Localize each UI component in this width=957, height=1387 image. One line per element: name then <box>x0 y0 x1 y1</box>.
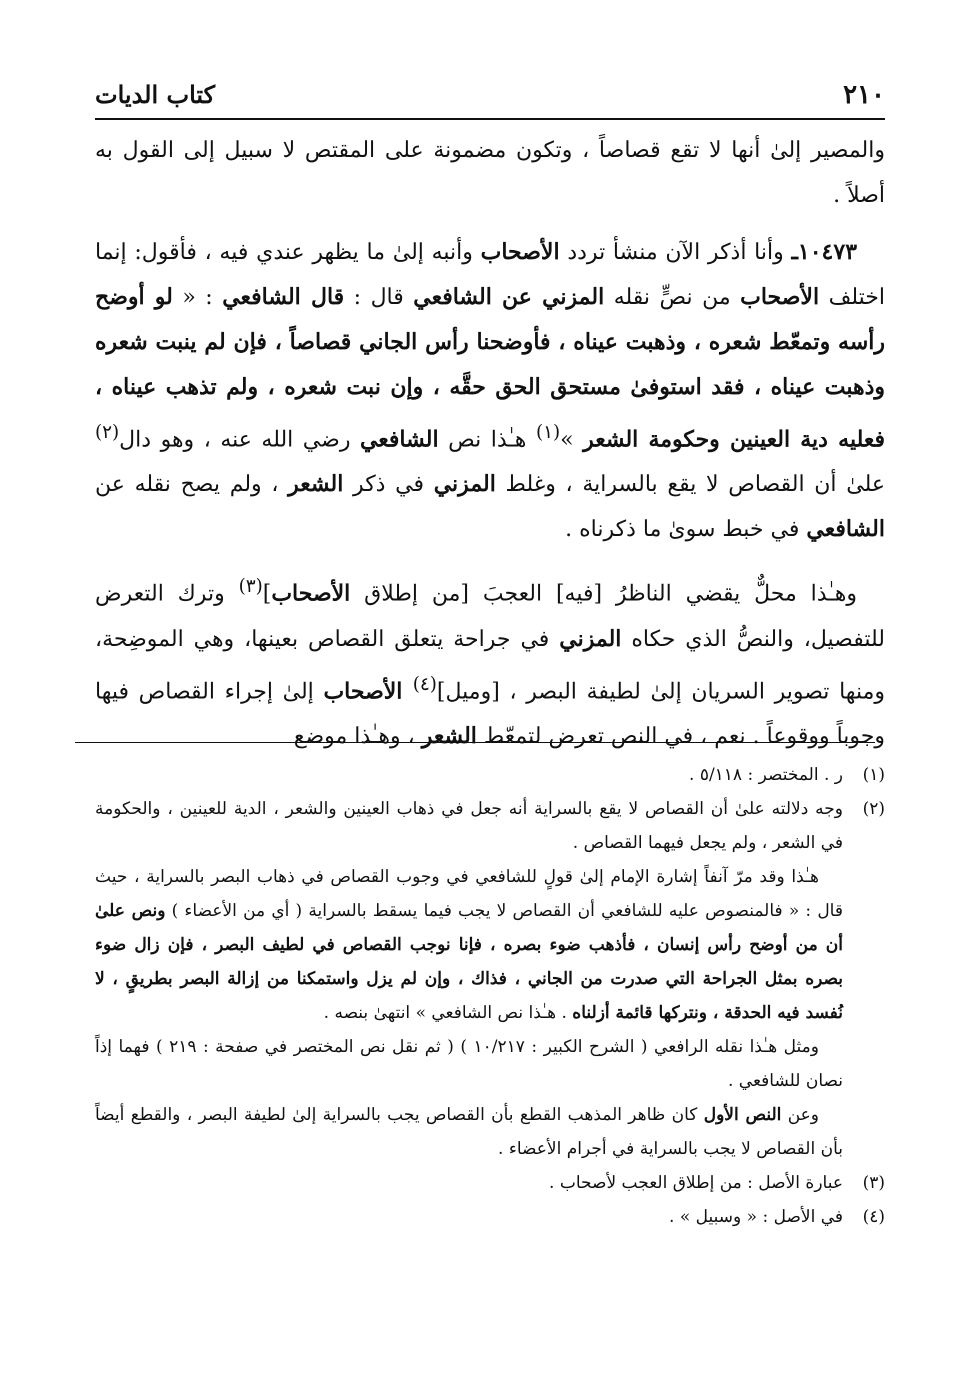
footnote-1 <box>95 758 885 792</box>
main-text <box>95 128 885 771</box>
footnote-text: وعن النص الأول كان ظاهر المذهب القطع بأن القصاص يجب بالسراية إلىٰ لطيفة البصر ، والقطع أيضاً بأن القصاص لا يجب بالسراية في أجرام الأعضاء . <box>95 1105 843 1159</box>
paragraph-3: وهـٰذا محلٌّ يقضي الناظرُ [فيه] العجبَ [من إطلاق الأصحاب]$^{(٣)}$ وترك التعرض للتفصيل، والنصُّ الذي حكاه المزني في جراحة يتعلق القصاص بعينها، وهي الموضِحة، ومنها تصوير السريان إلىٰ لطيفة البصر ، [وميل]$^{(٤)}$ الأصحاب إلىٰ إجراء القصاص فيها وجوباً ووقوعاً . نعم ، في النص تعرض لتمعّط الشعر ، وهـٰذا موضع <box>95 576 885 749</box>
book-title: كتاب الديات <box>95 80 216 109</box>
footnote-text: في الأصل : « وسبيل » . <box>669 1207 843 1227</box>
footnote-text: وجه دلالته علىٰ أن القصاص لا يقع بالسراية أنه جعل في ذهاب العينين والشعر ، الدية للعينين ، والحكومة في الشعر ، ولم يجعل فيهما القصاص . <box>95 799 843 853</box>
footnote-ref-4[interactable]: (٤) <box>412 673 437 695</box>
footnote-number: (٣) <box>862 1173 885 1193</box>
footnote-number: (١) <box>862 765 885 785</box>
issue-number: ١٠٤٧٣ـ <box>791 239 858 265</box>
footnote-ref-2[interactable]: (٢) <box>95 422 120 443</box>
page-number: ٢١٠ <box>843 80 885 110</box>
page-header <box>95 78 885 120</box>
footnote-3 <box>95 1166 885 1200</box>
quoted-text: لو أوضح رأسه وتمعّط شعره ، وذهبت عيناه ، فأوضحنا رأس الجاني قصاصاً ، فإن لم ينبت شعره وذهبت عيناه ، فقد استوفىٰ مستحق الحق حقَّه ، وإن نبت شعره ، ولم تذهب عيناه ، فعليه دية العينين وحكومة الشعر <box>95 284 885 453</box>
footnote-text: ومثل هـٰذا نقله الرافعي ( الشرح الكبير : ١٠/٢١٧ ) ( ثم نقل نص المختصر في صفحة : ٢١٩ ) فهما إذاً نصان للشافعي . <box>95 1037 843 1091</box>
footnote-4 <box>95 1200 885 1234</box>
footnote-text: ر . المختصر : ٥/١١٨ . <box>689 765 843 785</box>
footnote-text: عبارة الأصل : من إطلاق العجب لأصحاب . <box>549 1173 843 1193</box>
paragraph-2: ١٠٤٧٣ـ وأنا أذكر الآن منشأ تردد الأصحاب وأنبه إلىٰ ما يظهر عندي فيه ، فأقول: إنما اختلف الأصحاب من نصٍّ نقله المزني عن الشافعي قال : قال الشافعي : « لو أوضح رأسه وتمعّط شعره ، وذهبت عيناه ، فأوضحنا رأس الجاني قصاصاً ، فإن لم ينبت شعره وذهبت عيناه ، فقد استوفىٰ مستحق الحق حقَّه ، وإن نبت شعره ، ولم تذهب عيناه ، فعليه دية العينين وحكومة الشعر »$^{(١)}$ هـٰذا نص الشافعي رضي الله عنه ، وهو دال$^{(٢)}$ علىٰ أن القصاص لا يقع بالسراية ، وغلط المزني في ذكر الشعر ، ولم يصح نقله عن الشافعي في خبط سوىٰ ما ذكرناه . <box>95 239 885 543</box>
footnote-ref-3[interactable]: (٣) <box>238 576 263 598</box>
footnote-number: (٤) <box>862 1207 885 1227</box>
footnotes <box>95 758 885 1234</box>
footnote-ref-1[interactable]: (١) <box>535 422 561 443</box>
footnote-number: (٢) <box>862 799 885 819</box>
footnote-2 <box>95 792 885 1166</box>
paragraph-1: والمصير إلىٰ أنها لا تقع قصاصاً ، وتكون مضمونة على المقتص لا سبيل إلى القول به أصلاً . <box>95 138 885 208</box>
footnote-text: هـٰذا وقد مرّ آنفاً إشارة الإمام إلىٰ قولٍ للشافعي في وجوب القصاص في ذهاب البصر بالسراية ، حيث قال : « فالمنصوص عليه للشافعي أن القصاص لا يجب فيما يسقط بالسراية ( أي من الأعضاء ) ونص علىٰ أن من أوضح رأس إنسان ، فأذهب ضوء بصره ، فإنا نوجب القصاص في لطيف البصر ، فإن زال ضوء بصره بمثل الجراحة التي صدرت من الجاني ، فذاك ، وإن لم يزل واستمكنا من إزالة البصر بطريقٍ ، لا نُفسد فيه الحدقة ، ونتركها قائمة أزلناه . هـٰذا نص الشافعي » انتهىٰ بنصه . <box>95 867 843 1023</box>
footnote-separator <box>75 742 875 743</box>
